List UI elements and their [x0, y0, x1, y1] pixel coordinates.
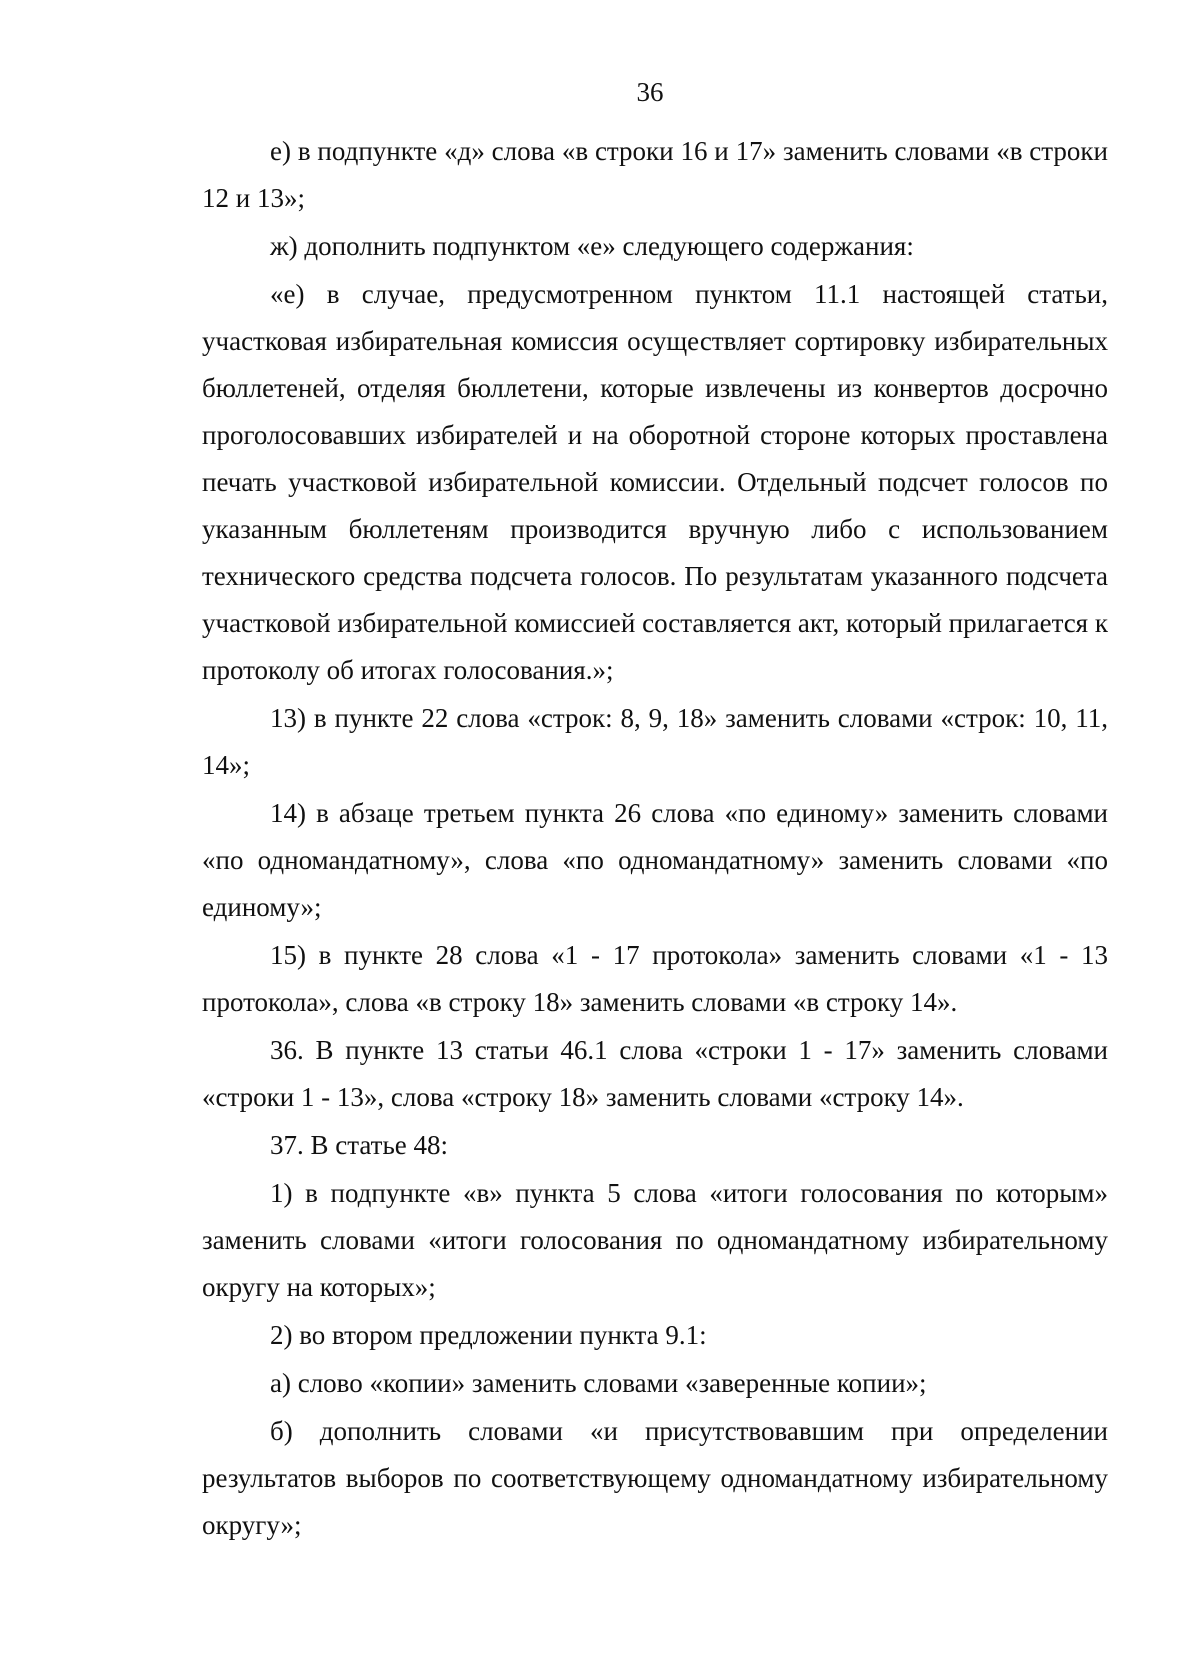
paragraph-13: 13) в пункте 22 слова «строк: 8, 9, 18» заменить словами «строк: 10, 11, 14»;: [202, 703, 1108, 780]
paragraph-37: 37. В статье 48:: [270, 1130, 449, 1160]
paragraph-36: 36. В пункте 13 статьи 46.1 слова «строки 1 - 17» заменить словами «строки 1 - 13», слова «строку 18» заменить словами «строку 14».: [202, 1035, 1108, 1112]
paragraph-15: 15) в пункте 28 слова «1 - 17 протокола» заменить словами «1 - 13 протокола», слова «в строку 18» заменить словами «в строку 14».: [202, 940, 1108, 1017]
page-number: 36: [636, 77, 664, 107]
paragraph-37-1: 1) в подпункте «в» пункта 5 слова «итоги голосования по которым» заменить словами «итоги голосования по одномандатному избирательному округу на которых»;: [202, 1178, 1108, 1302]
paragraph-37-2-b: б) дополнить словами «и присутствовавшим при определении результатов выборов по соответствующему одномандатному избирательному округу»;: [202, 1416, 1108, 1540]
paragraph-37-2-a: а) слово «копии» заменить словами «заверенные копии»;: [270, 1368, 927, 1398]
paragraph-zh: ж) дополнить подпунктом «е» следующего содержания:: [270, 231, 914, 261]
paragraph-new-subpoint-e: «е) в случае, предусмотренном пунктом 11.1 настоящей статьи, участковая избирательная комиссия осуществляет сортировку избирательных бюллетеней, отделяя бюллетени, которые извлечены из конвертов досрочно проголосовавших избирателей и на оборотной стороне которых проставлена печать участковой избирательной комиссии. Отдельный подсчет голосов по указанным бюллетеням производится вручную либо с использованием технического средства подсчета голосов. По результатам указанного подсчета участковой избирательной комиссией составляется акт, который прилагается к протоколу об итогах голосования.»;: [202, 279, 1108, 685]
paragraph-37-2: 2) во втором предложении пункта 9.1:: [270, 1320, 707, 1350]
paragraph-14: 14) в абзаце третьем пункта 26 слова «по единому» заменить словами «по одномандатному», слова «по одномандатному» заменить словами «по единому»;: [202, 798, 1108, 922]
document-body: [202, 128, 1108, 1549]
paragraph-e: е) в подпункте «д» слова «в строки 16 и 17» заменить словами «в строки 12 и 13»;: [202, 136, 1108, 213]
